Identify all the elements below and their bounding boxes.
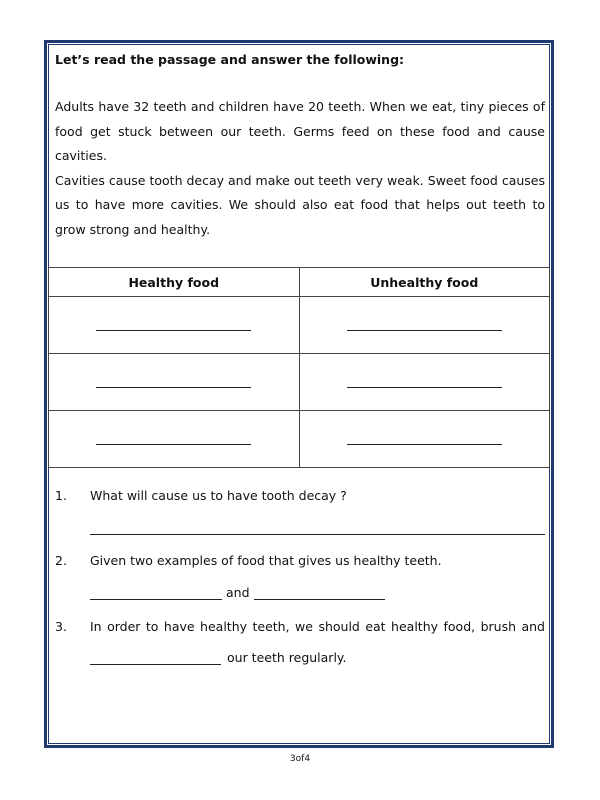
unhealthy-food-header: Unhealthy food (299, 268, 550, 297)
healthy-food-cell[interactable] (49, 354, 300, 411)
question-3-suffix: our teeth regularly. (227, 650, 347, 665)
unhealthy-food-cell[interactable] (299, 297, 550, 354)
question-1-answer-line[interactable] (90, 534, 545, 535)
answer-blank (96, 329, 251, 331)
table-row (49, 411, 550, 468)
worksheet-heading: Let’s read the passage and answer the following: (55, 52, 405, 67)
question-3-number: 3. (55, 619, 67, 634)
healthy-food-header: Healthy food (49, 268, 300, 297)
food-table (48, 267, 550, 468)
passage-paragraph-2: Cavities cause tooth decay and make out teeth very weak. Sweet food causes us to have more cavities. We should also eat food that helps out teeth to grow strong and healthy. (55, 172, 545, 237)
answer-blank (347, 443, 502, 445)
healthy-food-cell[interactable] (49, 411, 300, 468)
answer-blank (347, 386, 502, 388)
answer-blank (96, 443, 251, 445)
question-1-text: What will cause us to have tooth decay ? (90, 488, 347, 503)
healthy-food-cell[interactable] (49, 297, 300, 354)
passage-paragraph-1: Adults have 32 teeth and children have 20 teeth. When we eat, tiny pieces of food get stuck between our teeth. Germs feed on these food and cause cavities. (55, 99, 545, 163)
question-2-number: 2. (55, 553, 67, 568)
question-2-answer-line-1[interactable] (90, 599, 222, 600)
question-2-connector: and (226, 585, 250, 600)
unhealthy-food-cell[interactable] (299, 354, 550, 411)
table-header-row (49, 268, 550, 297)
question-3-answer-line[interactable] (90, 664, 221, 665)
reading-passage (55, 95, 545, 242)
unhealthy-food-cell[interactable] (299, 411, 550, 468)
answer-blank (96, 386, 251, 388)
question-2-text: Given two examples of food that gives us healthy teeth. (90, 553, 442, 568)
question-2-answer-line-2[interactable] (254, 599, 385, 600)
page-number: 3of4 (289, 754, 311, 764)
answer-blank (347, 329, 502, 331)
table-row (49, 297, 550, 354)
table-row (49, 354, 550, 411)
question-1-number: 1. (55, 488, 67, 503)
question-3-text: In order to have healthy teeth, we should eat healthy food, brush and (90, 619, 545, 634)
